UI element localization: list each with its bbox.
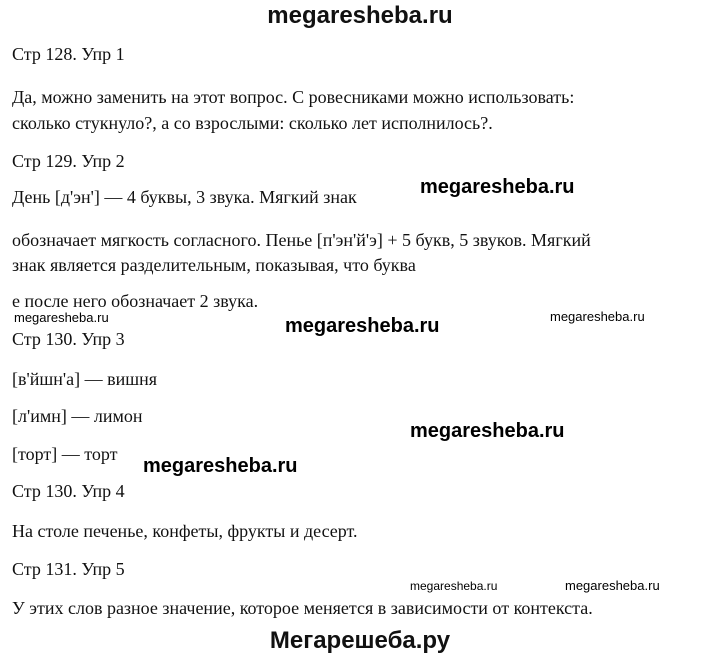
answer-text: сколько стукнуло?, а со взрослыми: сколько лет исполнилось?. bbox=[12, 113, 493, 133]
section-heading-3: Стр 130. Упр 3 bbox=[12, 329, 125, 349]
watermark: megaresheba.ru bbox=[143, 455, 298, 477]
answer-text: обозначает мягкость согласного. Пенье [п'эн'й'э] + 5 букв, 5 звуков. Мягкий bbox=[12, 230, 591, 250]
site-header: megaresheba.ru bbox=[267, 2, 453, 29]
answer-text: [торт] — торт bbox=[12, 444, 118, 464]
section-heading-1: Стр 128. Упр 1 bbox=[12, 44, 125, 64]
answer-text: [в'йшн'а] — вишня bbox=[12, 369, 157, 389]
watermark: megaresheba.ru bbox=[14, 310, 109, 325]
section-heading-5: Стр 131. Упр 5 bbox=[12, 559, 125, 579]
answer-text: [л'имн] — лимон bbox=[12, 406, 143, 426]
answer-text: е после него обозначает 2 звука. bbox=[12, 291, 259, 311]
watermark: megaresheba.ru bbox=[410, 579, 498, 593]
watermark: megaresheba.ru bbox=[285, 315, 440, 337]
answer-text: Да, можно заменить на этот вопрос. С ровесниками можно использовать: bbox=[12, 87, 575, 107]
answer-text: На столе печенье, конфеты, фрукты и десерт. bbox=[12, 521, 358, 541]
site-footer: Мегарешеба.ру bbox=[269, 627, 451, 654]
watermark: megaresheba.ru bbox=[410, 420, 565, 442]
watermark: megaresheba.ru bbox=[565, 578, 660, 593]
answer-text: У этих слов разное значение, которое меняется в зависимости от контекста. bbox=[12, 598, 593, 618]
answer-text: День [д'эн'] — 4 буквы, 3 звука. Мягкий знак bbox=[12, 187, 357, 207]
answer-text: знак является разделительным, показывая, что буква bbox=[12, 255, 416, 275]
section-heading-2: Стр 129. Упр 2 bbox=[12, 151, 125, 171]
section-heading-4: Стр 130. Упр 4 bbox=[12, 481, 125, 501]
watermark: megaresheba.ru bbox=[420, 176, 575, 198]
watermark: megaresheba.ru bbox=[550, 309, 645, 324]
